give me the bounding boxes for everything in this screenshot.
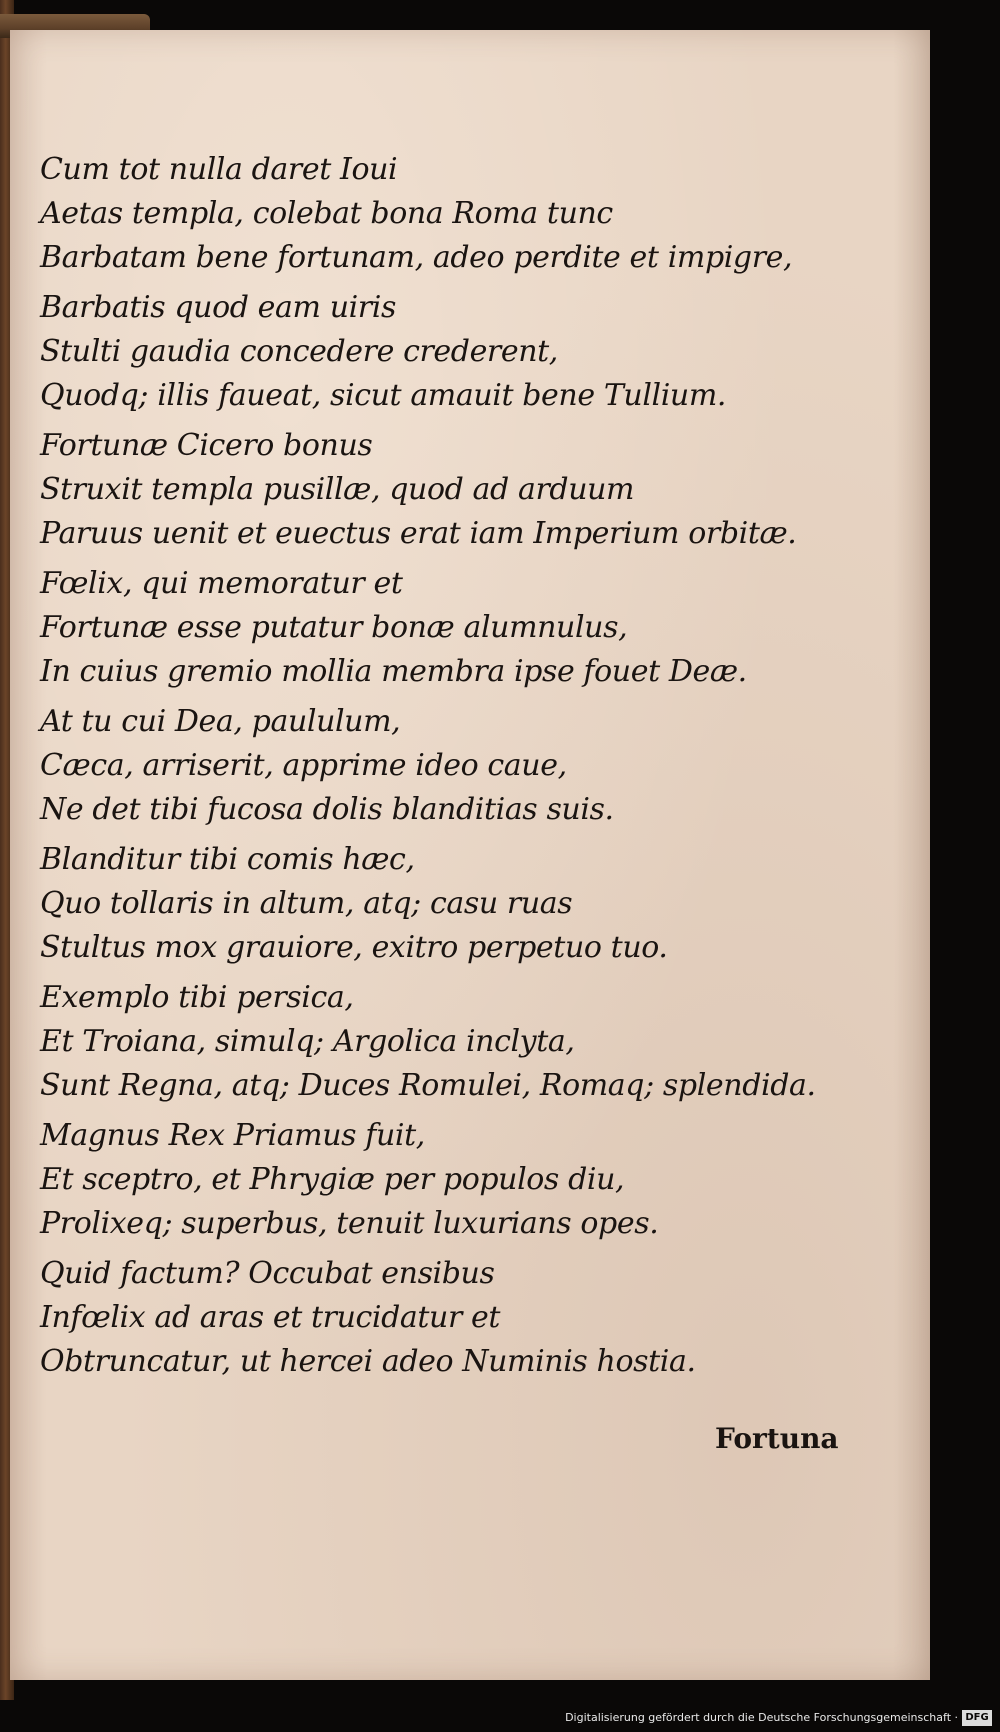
poem-line: Quodq; illis faueat, sicut amauit bene Tullium.	[40, 378, 727, 413]
poem-line: Quid factum? Occubat ensibus	[40, 1256, 495, 1291]
poem-line: Barbatam bene fortunam, adeo perdite et impigre,	[40, 240, 793, 275]
poem-line: Obtruncatur, ut hercei adeo Numinis hostia.	[40, 1344, 696, 1379]
poem-line: Barbatis quod eam uiris	[40, 290, 396, 325]
stanza	[40, 1252, 820, 1384]
poem-text	[40, 148, 820, 1390]
stanza	[40, 424, 820, 556]
poem-line: Et sceptro, et Phrygiæ per populos diu,	[40, 1162, 625, 1197]
catchword: Fortuna	[715, 1422, 839, 1455]
poem-line: Exemplo tibi persica,	[40, 980, 354, 1015]
poem-line: Ne det tibi fucosa dolis blanditias suis.	[40, 792, 614, 827]
poem-line: Fœlix, qui memoratur et	[40, 566, 403, 601]
poem-line: Cæca, arriserit, apprime ideo caue,	[40, 748, 567, 783]
stanza	[40, 700, 820, 832]
stanza	[40, 148, 820, 280]
poem-line: Struxit templa pusillæ, quod ad arduum	[40, 472, 635, 507]
poem-line: Fortunæ Cicero bonus	[40, 428, 373, 463]
poem-line: Sunt Regna, atq; Duces Romulei, Romaq; splendida.	[40, 1068, 816, 1103]
poem-line: At tu cui Dea, paululum,	[40, 704, 401, 739]
poem-line: Cum tot nulla daret Ioui	[40, 152, 398, 187]
poem-line: Stulti gaudia concedere crederent,	[40, 334, 558, 369]
stanza	[40, 838, 820, 970]
poem-line: Infœlix ad aras et trucidatur et	[40, 1300, 501, 1335]
poem-line: Aetas templa, colebat bona Roma tunc	[40, 196, 613, 231]
poem-line: In cuius gremio mollia membra ipse fouet Deæ.	[40, 654, 747, 689]
poem-line: Et Troiana, simulq; Argolica inclyta,	[40, 1024, 575, 1059]
stanza	[40, 1114, 820, 1246]
dfg-logo: DFG	[962, 1710, 992, 1726]
stanza	[40, 562, 820, 694]
poem-line: Blanditur tibi comis hæc,	[40, 842, 415, 877]
poem-line: Paruus uenit et euectus erat iam Imperium orbitæ.	[40, 516, 797, 551]
poem-line: Stultus mox grauiore, exitro perpetuo tuo.	[40, 930, 668, 965]
poem-line: Fortunæ esse putatur bonæ alumnulus,	[40, 610, 628, 645]
stanza	[40, 976, 820, 1108]
book-page	[10, 30, 930, 1680]
poem-line: Quo tollaris in altum, atq; casu ruas	[40, 886, 573, 921]
poem-line: Magnus Rex Priamus fuit,	[40, 1118, 425, 1153]
poem-line: Prolixeq; superbus, tenuit luxurians opes.	[40, 1206, 659, 1241]
footer-credit: Digitalisierung gefördert durch die Deutsche Forschungsgemeinschaft ·	[565, 1711, 958, 1724]
stanza	[40, 286, 820, 418]
footer-bar	[0, 1708, 1000, 1732]
